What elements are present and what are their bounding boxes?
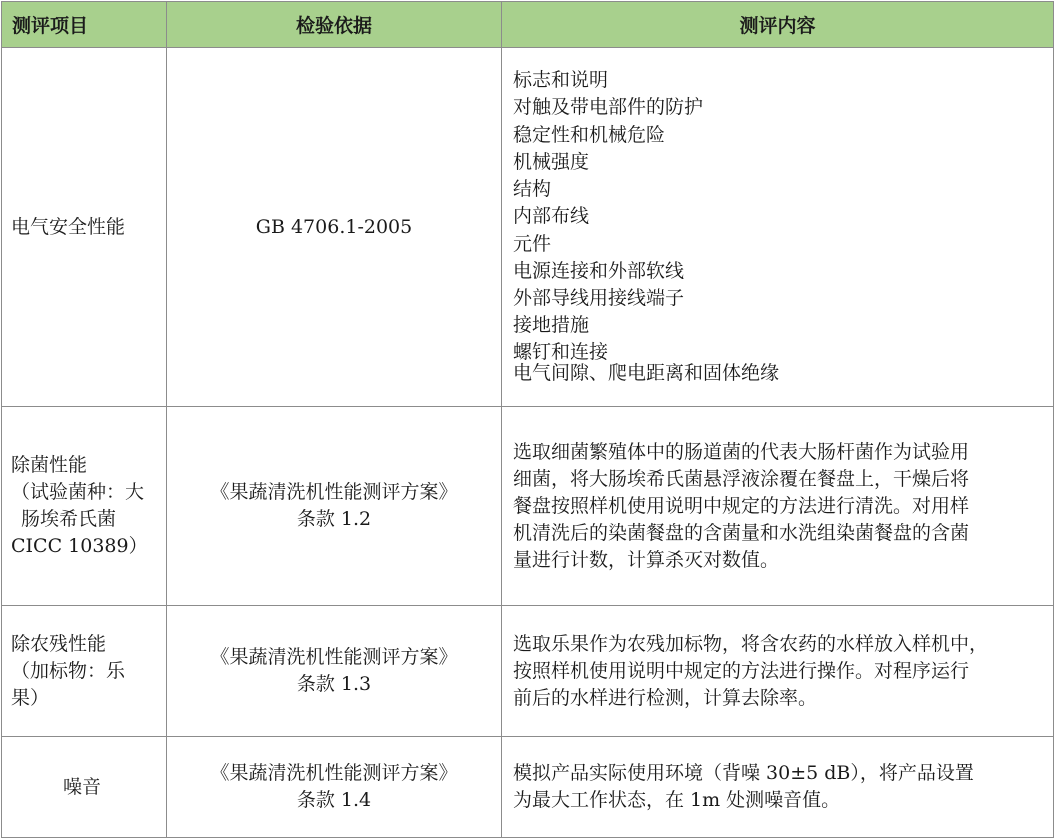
cell-content [502,606,1054,737]
item-text: （试验菌种：大 [11,481,145,503]
content-line: 机清洗后的染菌餐盘的含菌量和水洗组染菌餐盘的含菌 [513,521,970,544]
content-line: 按照样机使用说明中规定的方法进行操作。对程序运行 [513,659,970,682]
item-text: 果） [11,686,50,709]
cell-item [2,407,167,606]
content-list-item: 接地措施 [513,314,590,337]
basis-text: 条款 1.3 [296,673,372,695]
item-text: CICC 10389） [11,535,148,557]
basis-text: 条款 1.2 [296,508,372,530]
content-list-item: 外部导线用接线端子 [513,286,685,309]
content-list-item: 螺钉和连接 [513,341,609,364]
header-basis: 检验依据 [167,2,502,48]
cell-basis [167,737,502,838]
content-list-item: 元件 [513,232,552,255]
content-list-item: 结构 [513,178,552,201]
content-list-item: 标志和说明 [513,69,609,92]
table-row [2,48,1054,407]
basis-text: 《果蔬清洗机性能测评方案》 [210,762,458,784]
table-row [2,407,1054,606]
basis-text: 《果蔬清洗机性能测评方案》 [210,646,458,668]
table-row [2,737,1054,838]
content-line: 细菌，将大肠埃希氏菌悬浮液涂覆在餐盘上，干燥后将 [513,467,970,490]
content-line: 量进行计数，计算杀灭对数值。 [513,548,780,571]
cell-basis [167,48,502,407]
content-list-item: 内部布线 [513,205,590,228]
item-text: 除农残性能 [11,632,107,655]
content-line: 选取乐果作为农残加标物，将含农药的水样放入样机中， [513,632,989,655]
cell-content [502,407,1054,606]
cell-basis [167,407,502,606]
item-text: 电气安全性能 [11,215,126,238]
header-content: 测评内容 [502,2,1054,48]
content-list-item: 对触及带电部件的防护 [513,96,704,119]
header-item: 测评项目 [2,2,167,48]
item-text: （加标物：乐 [11,659,126,682]
content-line: 模拟产品实际使用环境（背噪 30±5 dB），将产品设置 [513,762,974,784]
table-row [2,606,1054,737]
basis-text: GB 4706.1-2005 [255,215,413,238]
content-line: 餐盘按照样机使用说明中规定的方法进行清洗。对用样 [513,494,970,517]
content-list-item: 机械强度 [513,150,590,173]
item-text: 除菌性能 [11,454,88,476]
header-row [2,2,1054,48]
content-line: 为最大工作状态，在 1m 处测噪音值。 [513,789,841,811]
item-text: 肠埃希氏菌 [21,508,117,530]
content-line: 选取细菌繁殖体中的肠道菌的代表大肠杆菌作为试验用 [513,440,970,463]
cell-content [502,48,1054,407]
content-list-item: 稳定性和机械危险 [513,123,666,146]
content-list-item: 电气间隙、爬电距离和固体绝缘 [513,361,780,384]
cell-item [2,737,167,838]
cell-content [502,737,1054,838]
content-list-item: 电源连接和外部软线 [513,259,685,282]
evaluation-table [1,1,1054,838]
cell-item [2,606,167,737]
cell-basis [167,606,502,737]
content-line: 前后的水样进行检测，计算去除率。 [513,686,818,709]
item-text: 噪音 [62,775,101,798]
basis-text: 《果蔬清洗机性能测评方案》 [210,481,458,503]
basis-text: 条款 1.4 [296,789,372,811]
cell-item [2,48,167,407]
